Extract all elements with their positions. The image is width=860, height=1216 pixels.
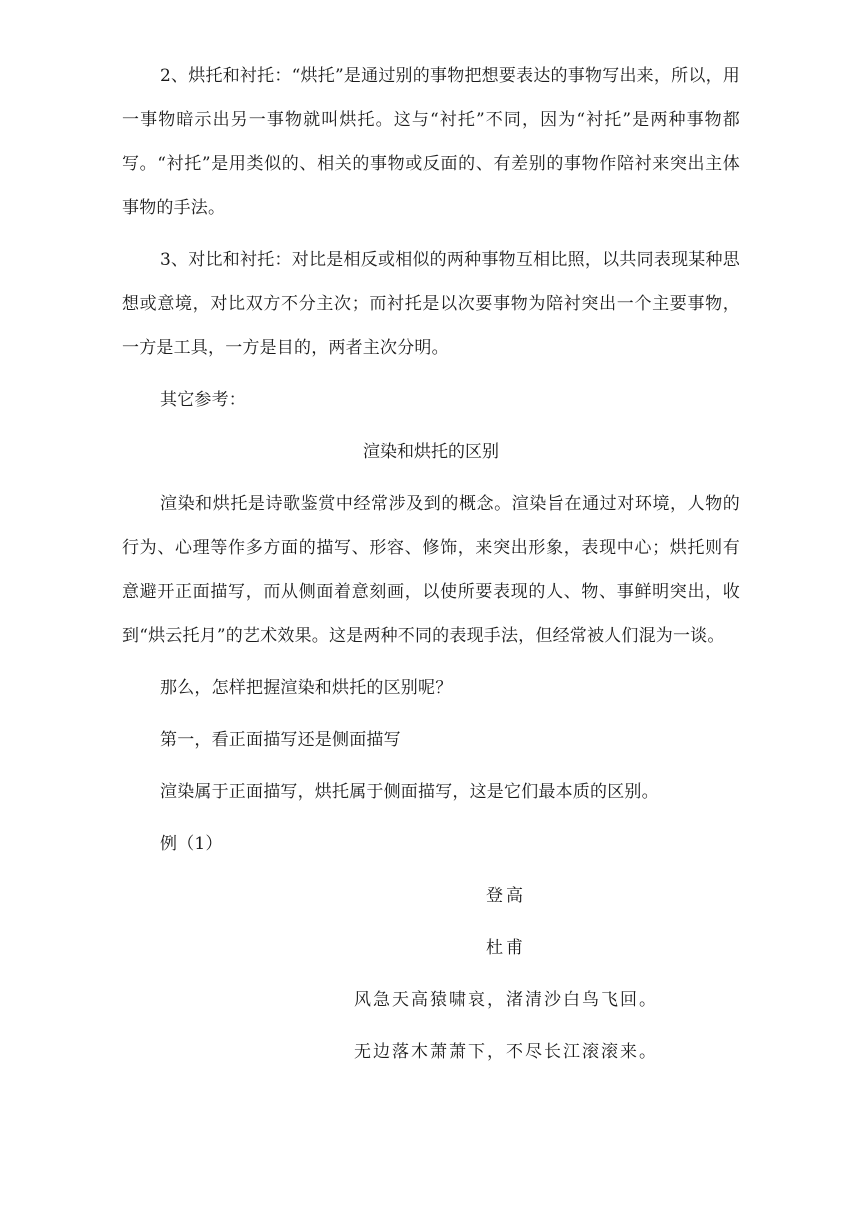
paragraph-gap — [122, 918, 740, 926]
paragraph-first-point: 第一，看正面描写还是侧面描写 — [160, 730, 401, 750]
paragraph-gap — [122, 474, 740, 482]
paragraph-gap — [122, 762, 740, 770]
poem-line: 无边落木萧萧下，不尽长江滚滚来。 — [354, 1042, 658, 1062]
paragraph-gap — [122, 970, 740, 978]
poem-line: 风急天高猿啸哀，渚清沙白鸟飞回。 — [354, 990, 658, 1010]
paragraph-xuanran-intro: 渲染和烘托是诗歌鉴赏中经常涉及到的概念。渲染旨在通过对环境，人物的行为、心理等作多方面的描写、形容、修饰，来突出形象，表现中心；烘托则有意避开正面描写，而从侧面着意刻画，以使所要表现的人、物、事鲜明突出，收到“烘云托月”的艺术效果。这是两种不同的表现手法，但经常被人们混为一谈。 — [122, 494, 740, 646]
paragraph-duibi-chentuo: 3、对比和衬托：对比是相反或相似的两种事物互相比照，以共同表现某种思想或意境，对比双方不分主次；而衬托是以次要事物为陪衬突出一个主要事物，一方是工具，一方是目的，两者主次分明。 — [122, 250, 740, 358]
paragraph-gap — [122, 230, 740, 238]
section-title: 渲染和烘托的区别 — [363, 442, 499, 462]
poem-author: 杜甫 — [486, 938, 526, 958]
paragraph-hongtuo-chentuo: 2、烘托和衬托：“烘托”是通过别的事物把想要表达的事物写出来，所以，用一事物暗示出另一事物就叫烘托。这与“衬托”不同，因为“衬托”是两种事物都写。“衬托”是用类似的、相关的事物或反面的、有差别的事物作陪衬来突出主体事物的手法。 — [122, 66, 740, 218]
poem-title: 登高 — [486, 886, 526, 906]
paragraph-essential-difference: 渲染属于正面描写，烘托属于侧面描写，这是它们最本质的区别。 — [160, 782, 659, 802]
paragraph-gap — [122, 866, 740, 874]
paragraph-gap — [122, 370, 740, 378]
paragraph-gap — [122, 1022, 740, 1030]
paragraph-gap — [122, 710, 740, 718]
paragraph-gap — [122, 814, 740, 822]
paragraph-question: 那么，怎样把握渲染和烘托的区别呢？ — [160, 678, 453, 698]
paragraph-other-reference: 其它参考： — [160, 390, 246, 410]
paragraph-gap — [122, 422, 740, 430]
paragraph-example-label: 例（1） — [160, 834, 223, 854]
paragraph-gap — [122, 658, 740, 666]
